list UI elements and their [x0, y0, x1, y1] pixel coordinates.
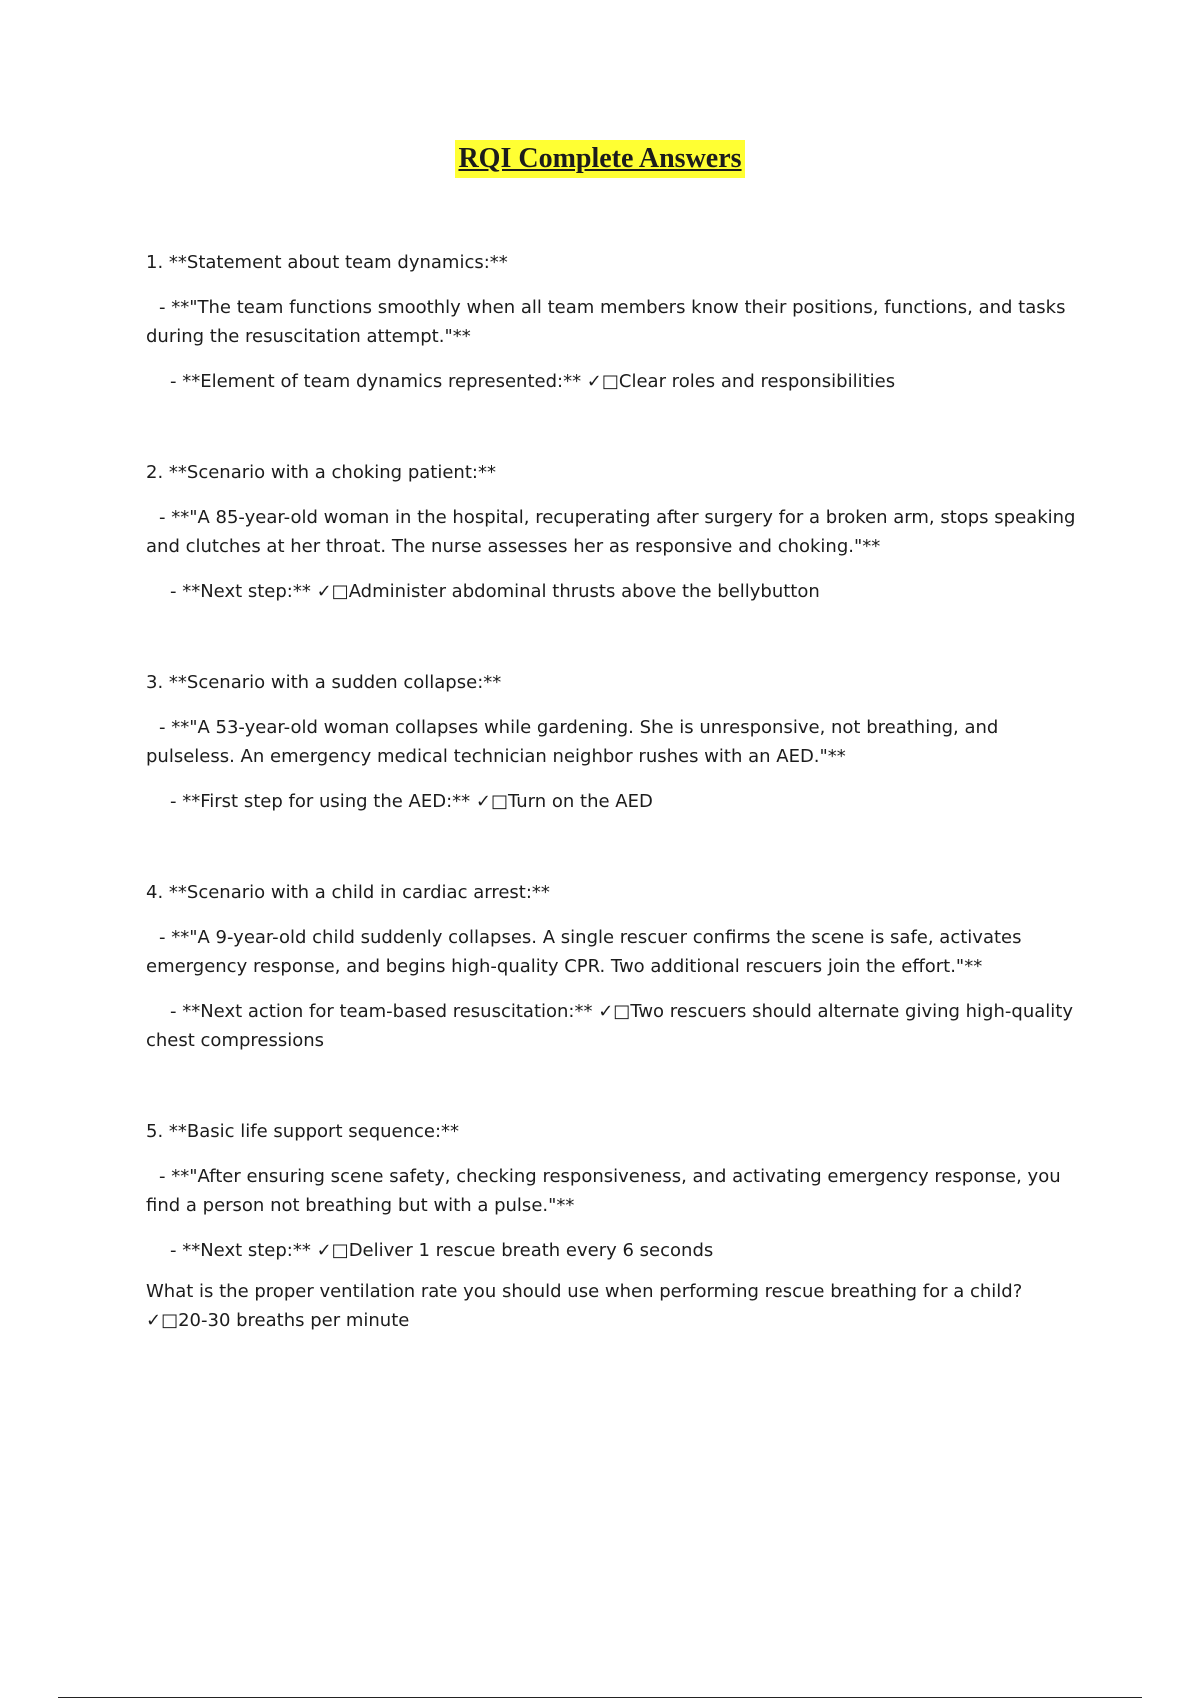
- checkmark-icon: ✓□: [586, 371, 619, 392]
- footer-divider: [58, 1697, 1142, 1698]
- answer-prompt: - **Next step:**: [170, 1240, 317, 1261]
- question-item-5: [146, 1117, 1086, 1265]
- question-item-1: [146, 248, 1086, 396]
- final-question: [146, 1277, 1086, 1335]
- answer-line: [146, 577, 1086, 606]
- answer-prompt: - **Next action for team-based resuscitation:**: [170, 1001, 599, 1022]
- answer-text: Clear roles and responsibilities: [618, 371, 896, 392]
- final-answer-line: [146, 1306, 1086, 1335]
- question-item-2: [146, 458, 1086, 606]
- question-statement: - **"A 85-year-old woman in the hospital, recuperating after surgery for a broken arm, stops speaking and clutches at her throat. The nurse assesses her as responsive and choking."**: [146, 507, 1076, 557]
- question-statement: - **"A 9-year-old child suddenly collapses. A single rescuer confirms the scene is safe, activates emergency response, and begins high-quality CPR. Two additional rescuers join the effort."**: [146, 927, 1022, 977]
- checkmark-icon: ✓□: [146, 1310, 179, 1331]
- question-heading: 2. **Scenario with a choking patient:**: [146, 462, 496, 483]
- final-question-text: What is the proper ventilation rate you should use when performing rescue breathing for a child?: [146, 1281, 1023, 1302]
- answer-line: [146, 997, 1086, 1055]
- answer-line: [146, 1236, 1086, 1265]
- answer-line: [146, 787, 1086, 816]
- question-heading: 1. **Statement about team dynamics:**: [146, 252, 508, 273]
- answer-line: [146, 367, 1086, 396]
- checkmark-icon: ✓□: [316, 1240, 349, 1261]
- question-statement: - **"A 53-year-old woman collapses while gardening. She is unresponsive, not breathing, and pulseless. An emergency medical technician neighbor rushes with an AED."**: [146, 717, 999, 767]
- question-statement: - **"After ensuring scene safety, checking responsiveness, and activating emergency response, you find a person not breathing but with a pulse."**: [146, 1166, 1061, 1216]
- answer-text: Deliver 1 rescue breath every 6 seconds: [348, 1240, 714, 1261]
- checkmark-icon: ✓□: [316, 581, 349, 602]
- answer-prompt: - **First step for using the AED:**: [170, 791, 476, 812]
- answer-text: Administer abdominal thrusts above the bellybutton: [348, 581, 820, 602]
- answer-prompt: - **Element of team dynamics represented:**: [170, 371, 587, 392]
- document-body: [146, 248, 1086, 1335]
- checkmark-icon: ✓□: [475, 791, 508, 812]
- answer-text: Turn on the AED: [507, 791, 653, 812]
- answer-prompt: - **Next step:**: [170, 581, 317, 602]
- checkmark-icon: ✓□: [598, 1001, 631, 1022]
- question-heading: 4. **Scenario with a child in cardiac arrest:**: [146, 882, 550, 903]
- question-heading: 3. **Scenario with a sudden collapse:**: [146, 672, 502, 693]
- title-container: [0, 140, 1200, 178]
- question-statement: - **"The team functions smoothly when all team members know their positions, functions, and tasks during the resuscitation attempt."**: [146, 297, 1066, 347]
- question-item-4: [146, 878, 1086, 1055]
- final-answer-text: 20-30 breaths per minute: [178, 1310, 410, 1331]
- question-item-3: [146, 668, 1086, 816]
- page-title: RQI Complete Answers: [455, 140, 744, 178]
- answer-text: Two rescuers should alternate giving high-quality chest compressions: [146, 1001, 1073, 1051]
- question-heading: 5. **Basic life support sequence:**: [146, 1121, 460, 1142]
